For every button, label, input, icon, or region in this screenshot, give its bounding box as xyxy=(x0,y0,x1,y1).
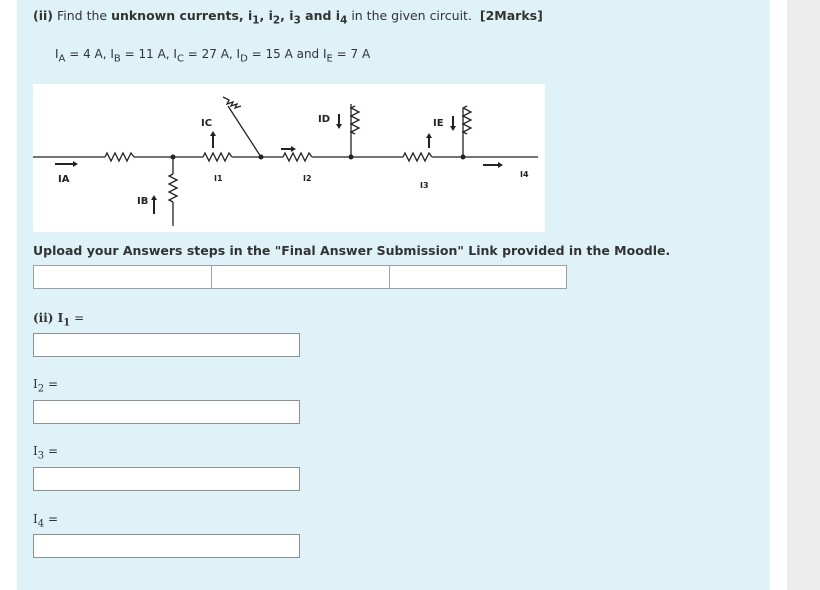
arrow-ib xyxy=(151,195,157,214)
arrow-i1 xyxy=(210,131,216,148)
answer-label-i2: $I_2$ = xyxy=(33,377,58,395)
label-i3: I3 xyxy=(420,181,429,190)
answer-input-i2[interactable] xyxy=(33,400,300,424)
table-cell-1[interactable] xyxy=(33,265,212,289)
answer-label-i4: $I_4$ = xyxy=(33,512,58,530)
label-ie: IE xyxy=(433,118,444,129)
label-ic: IC xyxy=(201,118,213,129)
arrow-i3 xyxy=(426,133,432,148)
label-ia: IA xyxy=(58,174,70,185)
label-ib: IB xyxy=(137,196,149,207)
answer-input-i4[interactable] xyxy=(33,534,300,558)
resistor-i2 xyxy=(283,153,312,161)
right-gutter xyxy=(787,0,820,590)
arrow-ia xyxy=(55,161,78,167)
junction-c xyxy=(259,155,264,160)
given-values: $I_A = 4$ A, $I_B = 11$ A, $I_C = 27$ A, $I_D = 15$ A and $I_E = 7$ A xyxy=(55,47,371,65)
label-i4: I4 xyxy=(520,170,529,179)
resistor-id xyxy=(351,106,359,134)
resistor-i3 xyxy=(403,153,432,161)
arrow-i2 xyxy=(281,146,296,152)
resistor-1 xyxy=(105,153,134,161)
question-title: (ii) Find the unknown currents, $i_1$, $i_2$, $i_3$ and $i_4$ in the given circuit. [2Marks] xyxy=(33,8,543,27)
label-i1: I1 xyxy=(214,174,223,183)
resistor-ie xyxy=(463,106,471,134)
label-id: ID xyxy=(318,114,331,125)
arrow-i4 xyxy=(483,162,503,168)
answer-input-i3[interactable] xyxy=(33,467,300,491)
table-cell-2[interactable] xyxy=(211,265,390,289)
junction-d xyxy=(349,155,354,160)
junction-b xyxy=(171,155,176,160)
resistor-i1 xyxy=(203,153,232,161)
resistor-ib xyxy=(169,174,177,202)
junction-e xyxy=(461,155,466,160)
answer-input-i1[interactable] xyxy=(33,333,300,357)
label-i2: I2 xyxy=(303,174,312,183)
answer-label-i1: (ii) $I_1$ = xyxy=(33,311,85,329)
circuit-svg xyxy=(33,84,545,232)
resistor-ic xyxy=(223,97,241,108)
arrow-id xyxy=(336,114,342,129)
arrow-ie xyxy=(450,116,456,131)
upload-instructions: Upload your Answers steps in the "Final Answer Submission" Link provided in the Moodle. xyxy=(33,243,671,258)
table-cell-3[interactable] xyxy=(389,265,567,289)
circuit-diagram xyxy=(33,84,545,232)
answer-label-i3: $I_3$ = xyxy=(33,444,58,462)
